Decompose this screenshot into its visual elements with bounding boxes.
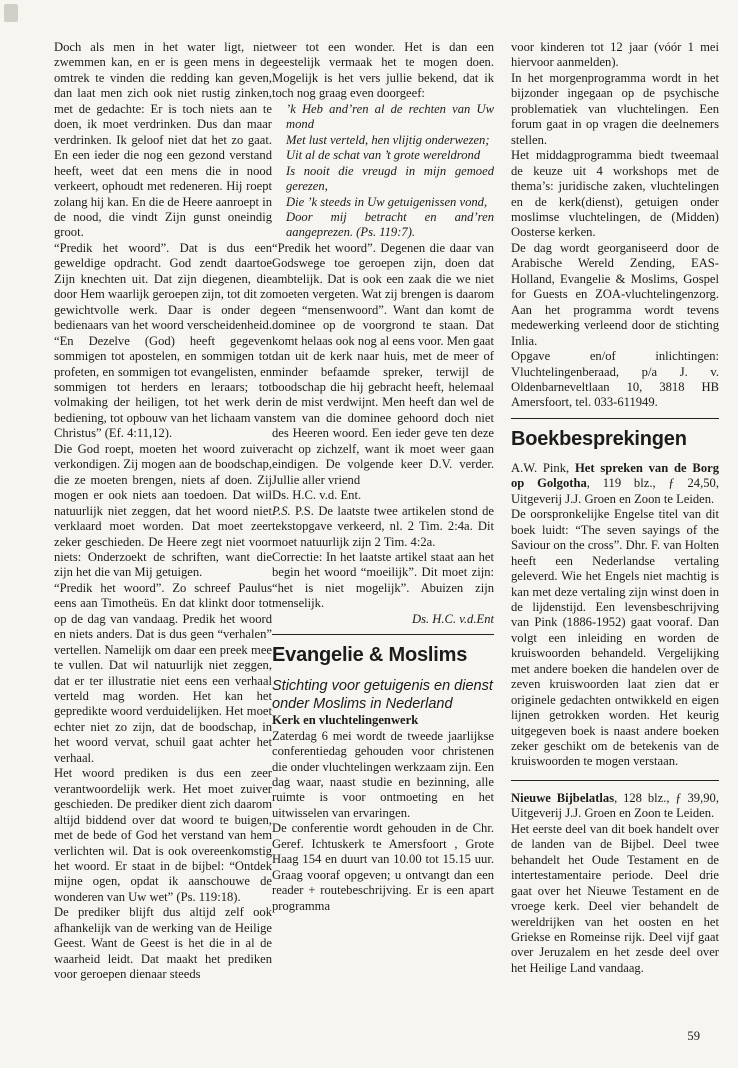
paragraph: “Predik het woord”. Degenen die daar van Godswege toe geroepen zijn, doen dat ambtelijk. Dat is ook een zaak die we niet moeten vergeten. Wat zij brengen is daarom geen “mensenwoord”. Want dan komt de dominee op de voorgrond te staan. Dat komt helaas ook nog al eens voor. Men gaat dan uit de kerk naar huis, met de meer of minder befaamde spreker, terwijl de boodschap die hij gebracht heeft, helemaal in de mist verdwijnt. Men heeft dan wel de stem van die dominee gehoord doch niet des Heeren woord. Een ieder geve ten deze acht op zichzelf, want ik moet weer gaan eindigen. De volgende keer D.V. verder. Jullie aller vriend — [272, 240, 494, 487]
book-entry-2 — [511, 791, 719, 822]
book-title: Nieuwe Bijbelatlas — [511, 790, 615, 805]
book-author: A.W. Pink, — [511, 460, 575, 475]
postscript-text: P.S. De laatste twee artikelen stond de tekstopgave verkeerd, nl. 2 Tim. 2:4a. Dit moet natuurlijk zijn 2 Tim. 4:2a. — [272, 503, 495, 549]
poem-line: Door mij betracht en and’ren aangeprezen. (Ps. 119:7). — [286, 209, 494, 240]
author-signature: Ds. H.C. v.d.Ent — [412, 611, 494, 626]
paragraph: Het middagprogramma biedt tweemaal de keuze uit 4 workshops met de thema’s: juridische zaken, vluchtelingen en de kerk(dienst), getuigen onder moslimse vluchtelingen, de (Midden) Oosterse kerken. — [511, 148, 719, 240]
divider — [511, 418, 719, 419]
column-2 — [272, 40, 494, 914]
article-heading: Kerk en vluchtelingenwerk — [272, 713, 419, 728]
paragraph: Zaterdag 6 mei wordt de tweede jaarlijkse conferentiedag gehouden voor christenen die onder vluchtelingen werkzaam zijn. Een dag waar, naast studie en bezinning, alle ruimte is voor ontmoeting en het uitwisselen van ervaringen. — [272, 728, 494, 820]
poem-line: Is nooit die vreugd in mijn gemoed gerezen, — [286, 163, 494, 194]
paragraph: Het woord prediken is dus een zeer verantwoordelijk werk. Het moet zuiver geschieden. De prediker dient zich daarom altijd biddend over dat woord te buigen, met de bede of God het verstand van hem verlichten wil. Dat is ook overeenkomstig het woord. Er staat in de bijbel: “Ontdek mijne ogen, opdat ik aanschouwe de wonderen van Uw wet” (Ps. 119:18). — [54, 766, 272, 904]
book-details: , 119 blz., ƒ 24,50, Uitgeverij J.J. Groen en Zoon te Leiden. — [511, 476, 719, 506]
signoff: Ds. H.C. v.d. Ent. — [272, 488, 362, 503]
poem-line: Met lust verteld, hen vlijtig onderwezen; — [286, 132, 490, 147]
poem-line: Uit al de schat van ’t grote wereldrond — [286, 148, 481, 163]
paragraph: De prediker blijft dus altijd zelf ook afhankelijk van de werking van de Heilige Geest. Want de Geest is het die in al de waarheid leidt. Dat maakt het prediken voor geroepen dienaar steeds — [54, 905, 272, 982]
book-review: Het eerste deel van dit boek handelt over de landen van de Bijbel. Deel twee behandelt het Oude Testament en de intertestamentaire periode. Deel drie gaat over het Nieuwe Testament en de vroege kerk. Deel vier behandelt de wereldrijken van het oosten en het Griekse en Romeinse rijk. Deel vijf gaat over Jeruzalem en het zesde deel over het Heilige Land vandaag. — [511, 821, 719, 975]
page-number: 59 — [687, 1029, 700, 1043]
section-subtitle: Stichting voor getuigenis en dienst onder Moslims in Nederland — [272, 678, 493, 713]
paragraph: Doch als men in het water ligt, niet zwemmen kan, en er is geen mens in de omtrek te vinden die redding kan geven, dan laat men zich ook niet rustig zinken, met de gedachte: Er is toch niets aan te doen, ik moet verdrinken. Dus dan maar verdrinken. Ik geloof niet dat het zo gaat. En een ieder die nog een gezond verstand heeft, weet dat een mens die in nood verkeert, ophoudt met redeneren. Hij roept zolang hij kan. En die de Heere aanroept in de nood, die vindt Zijn gunst oneindig groot. — [54, 40, 272, 240]
paragraph: De dag wordt georganiseerd door de Arabische Wereld Zending, EAS-Holland, Evangelie & Moslims, Gospel for Guests en ZOA-vluchtelingenzorg. Aan het programma wordt tevens medewerking verleend door de stichting Inlia. — [511, 240, 719, 348]
column-3 — [511, 40, 719, 976]
postscript: P.S. P.S. De laatste twee artikelen stond de tekstopgave verkeerd, nl. 2 Tim. 2:4a. Dit moet natuurlijk zijn 2 Tim. 4:2a. — [272, 503, 495, 549]
paragraph: In het morgenprogramma wordt in het bijzonder ingegaan op de psychische problematiek van vluchtelingen. Een forum gaat in op vragen die deelnemers stellen. — [511, 70, 719, 147]
book-details: , 128 blz., ƒ 39,90, Uitgeverij J.J. Groen en Zoon te Leiden. — [511, 790, 719, 821]
book-title: Het spreken van de Borg op Golgotha — [511, 460, 720, 491]
book-review: De oorspronkelijke Engelse titel van dit boek luidt: “The seven sayings of the Saviour on the cross”. Dhr. F. van Holten heeft een Nederlandse vertaling geleverd. Wie het Engels niet machtig is kan met deze vertaling zijn winst doen in de lijdenstijd. Een levensbeschrijving van Pink (1886-1952) gaat vooraf. Dan volgt een inleiding en worden de kruiswoorden behandeld. Vergelijking met andere boeken die handelen over de zeven kruiswoorden laat zien dat er originele gedachten ontwikkeld en eigen lijnen getrokken worden. Het keurig uitgegeven boek is naast andere boeken zeker geschikt om de betekenis van de kruiswoorden te mogen verstaan. — [511, 507, 719, 769]
divider — [511, 780, 719, 781]
paragraph: De conferentie wordt gehouden in de Chr. Geref. Ichtuskerk te Amersfoort , Grote Haag 154 en duurt van 10.00 tot 15.15 uur. Graag vooraf opgeven; u ontvangt dan een reader + routebeschrijving. Er is een apart programma — [272, 821, 494, 913]
column-1 — [54, 40, 272, 983]
poem-line: Die ’k steeds in Uw getuigenissen vond, — [286, 194, 488, 209]
paragraph: “Predik het woord”. Dat is dus een geweldige opdracht. God zendt daartoe Zijn knechten uit. Dat zijn diegenen, die door Hem waarlijk geroepen zijn, tot dit zo gewichtvolle werk. Daar is onder de bedienaars van het woord verscheidenheid. “En Dezelve (God) heeft gegeven sommigen tot apostelen, en sommigen tot profeten, en sommigen tot evangelisten, en sommigen tot herders en leraars; tot volmaking der heiligen, tot het werk der bediening, tot opbouw van het lichaam van Christus” (Ef. 4:11,12). — [54, 240, 272, 441]
page-smudge — [4, 4, 18, 22]
divider — [272, 634, 494, 635]
book-entry-1 — [511, 461, 719, 507]
poem — [272, 102, 494, 241]
paragraph: Die God roept, moeten het woord zuiver verkondigen. Zij mogen aan de boodschap, die ze moeten brengen, niets af doen. Zij mogen er ook niets aan toedoen. Dat wil natuurlijk niet zeggen, dat het woord niet verklaard moet worden. Dat moet zeer zeker geschieden. De Heere zegt niet voor niets: Onderzoekt de schriften, want die zijn het die van Mij getuigen. — [54, 441, 272, 580]
correction: Correctie: In het laatste artikel staat aan het begin het woord “moeilijk”. Dit moet zijn: “het is niet mogelijk”. Abuizen zijn menselijk. — [272, 549, 494, 611]
paragraph: weer tot een wonder. Het is dan een geestelijk vermaak het te mogen doen. Mogelijk is het vers jullie bekend, dat ik toch nog graag even doorgeef: — [272, 40, 494, 101]
section-title: Boekbesprekingen — [511, 427, 687, 450]
paragraph: “Predik het woord”. Zo schreef Paulus eens aan Timotheüs. En dat klinkt door tot op de dag van vandaag. Predik het woord en niets anders. Dat is dus geen “verhalen” vertellen. Namelijk om daar een preek mee te vullen. Dat wil natuurlijk niet zeggen, dat er ter illustratie niet eens een verhaal verteld mag worden. Het kan het gepredikte woord verduidelijken. Het moet echter niet zo zijn, dat de boodschap, in het woord vervat, schuil gaat achter het verhaal. — [54, 580, 272, 765]
section-title: Evangelie & Moslims — [272, 644, 468, 667]
paragraph: Opgave en/of inlichtingen: Vluchtelingenberaad, p/a J. v. Oldenbarneveltlaan 10, 3818 HB Amersfoort, tel. 033-611949. — [511, 349, 719, 410]
poem-line: ’k Heb and’ren al de rechten van Uw mond — [286, 101, 494, 132]
paragraph: voor kinderen tot 12 jaar (vóór 1 mei hiervoor aanmelden). — [511, 40, 719, 70]
